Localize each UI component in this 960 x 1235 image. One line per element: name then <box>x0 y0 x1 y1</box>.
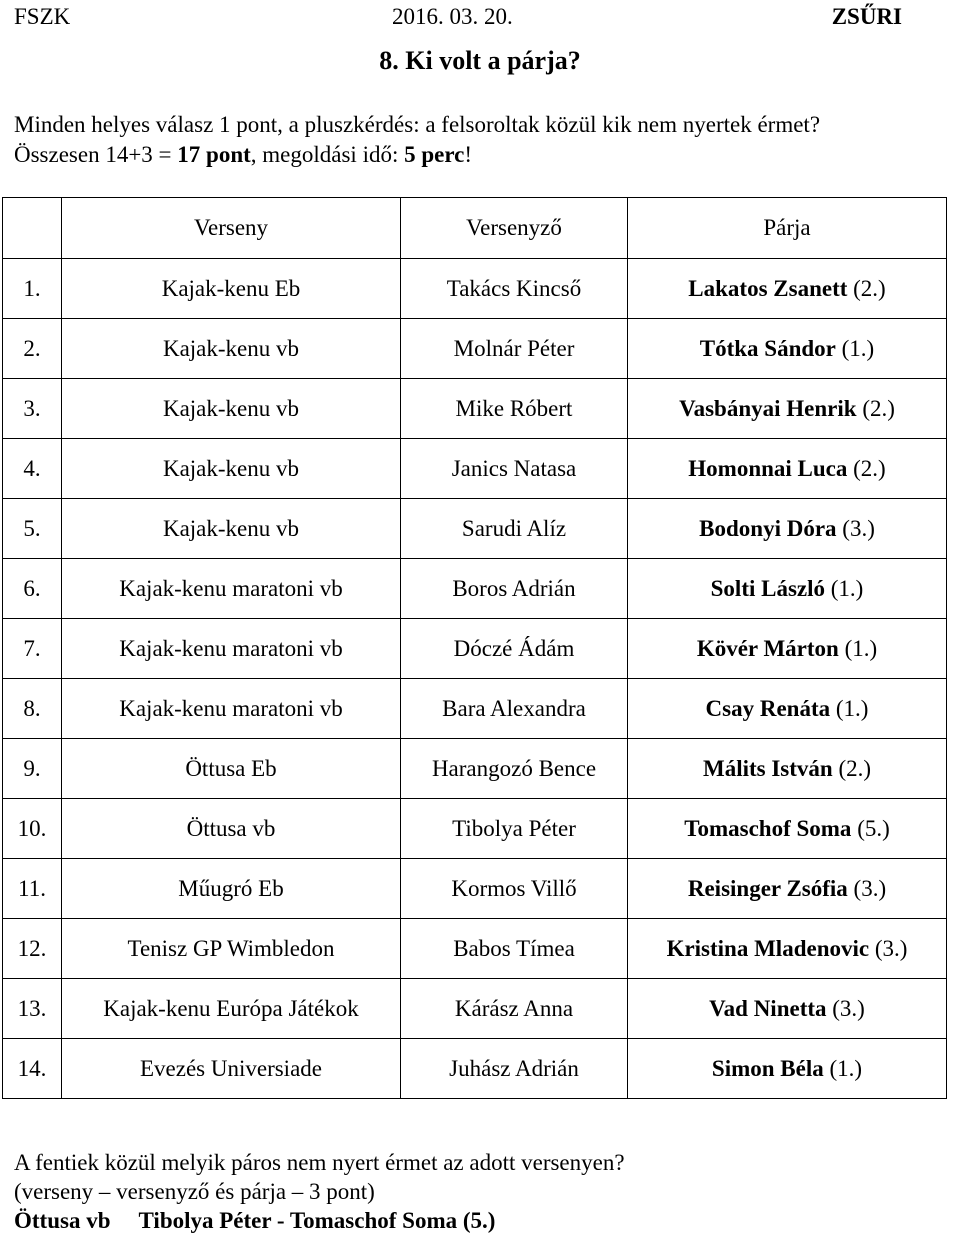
table-row <box>3 499 947 559</box>
partner-name: Málits István <box>702 755 833 781</box>
page-header <box>14 4 902 32</box>
row-athlete: Harangozó Bence <box>401 739 628 799</box>
header-partner: Párja <box>628 198 947 259</box>
row-partner <box>628 559 947 619</box>
table-row <box>3 799 947 859</box>
row-competition: Kajak-kenu maratoni vb <box>62 619 401 679</box>
row-athlete: Takács Kincső <box>401 259 628 319</box>
row-number: 1. <box>3 259 62 319</box>
table-row <box>3 259 947 319</box>
row-athlete: Mike Róbert <box>401 379 628 439</box>
table-row <box>3 919 947 979</box>
partner-name: Tótka Sándor <box>699 335 836 361</box>
row-athlete: Bara Alexandra <box>401 679 628 739</box>
row-number: 5. <box>3 499 62 559</box>
row-partner <box>628 979 947 1039</box>
partner-name: Bodonyi Dóra <box>699 515 837 541</box>
row-number: 2. <box>3 319 62 379</box>
time-limit: 5 perc <box>404 142 465 167</box>
partner-name: Solti László <box>710 575 826 601</box>
page-title: 8. Ki volt a párja? <box>379 46 581 75</box>
instructions <box>14 110 954 170</box>
partner-name: Kristina Mladenovic <box>666 935 870 961</box>
row-athlete: Molnár Péter <box>401 319 628 379</box>
table-row <box>3 679 947 739</box>
row-competition: Öttusa vb <box>62 799 401 859</box>
partner-place: (5.) <box>857 815 890 841</box>
instructions-line-1: Minden helyes válasz 1 pont, a pluszkérdés: a felsoroltak közül kik nem nyertek érmet? <box>14 112 821 137</box>
row-athlete: Tibolya Péter <box>401 799 628 859</box>
row-competition: Kajak-kenu vb <box>62 439 401 499</box>
partner-place: (3.) <box>842 515 875 541</box>
row-partner <box>628 859 947 919</box>
row-athlete: Kárász Anna <box>401 979 628 1039</box>
row-number: 10. <box>3 799 62 859</box>
partner-place: (3.) <box>832 995 865 1021</box>
row-number: 8. <box>3 679 62 739</box>
row-athlete: Juhász Adrián <box>401 1039 628 1099</box>
table-row <box>3 739 947 799</box>
row-partner <box>628 259 947 319</box>
row-number: 3. <box>3 379 62 439</box>
row-athlete: Sarudi Alíz <box>401 499 628 559</box>
row-competition: Kajak-kenu maratoni vb <box>62 679 401 739</box>
row-competition: Evezés Universiade <box>62 1039 401 1099</box>
row-number: 14. <box>3 1039 62 1099</box>
instructions-line-2 <box>14 140 954 170</box>
partner-name: Lakatos Zsanett <box>688 275 848 301</box>
row-athlete: Kormos Villő <box>401 859 628 919</box>
row-partner <box>628 799 947 859</box>
total-prefix: Összesen 14+3 = <box>14 142 178 167</box>
row-number: 13. <box>3 979 62 1039</box>
partner-place: (3.) <box>853 875 887 901</box>
partner-place: (1.) <box>835 695 869 721</box>
partner-place: (2.) <box>838 755 872 781</box>
row-athlete: Babos Tímea <box>401 919 628 979</box>
row-competition: Tenisz GP Wimbledon <box>62 919 401 979</box>
row-partner <box>628 499 947 559</box>
table-row <box>3 859 947 919</box>
row-number: 4. <box>3 439 62 499</box>
table-row <box>3 439 947 499</box>
header-competition: Verseny <box>62 198 401 259</box>
table-row <box>3 619 947 679</box>
header-date: 2016. 03. 20. <box>392 4 513 29</box>
row-partner <box>628 919 947 979</box>
partner-place: (2.) <box>853 455 886 481</box>
row-athlete: Janics Natasa <box>401 439 628 499</box>
table-row <box>3 319 947 379</box>
row-partner <box>628 319 947 379</box>
row-partner <box>628 739 947 799</box>
partner-place: (1.) <box>829 1055 863 1081</box>
answer-competition: Öttusa vb <box>14 1208 111 1233</box>
row-competition: Műugró Eb <box>62 859 401 919</box>
row-number: 12. <box>3 919 62 979</box>
row-competition: Kajak-kenu Európa Játékok <box>62 979 401 1039</box>
table-row <box>3 379 947 439</box>
partner-name: Kövér Márton <box>696 635 839 661</box>
header-athlete: Versenyző <box>401 198 628 259</box>
bonus-answer <box>14 1206 954 1235</box>
partner-name: Homonnai Luca <box>688 455 848 481</box>
partner-place: (1.) <box>844 635 878 661</box>
time-prefix: , megoldási idő: <box>250 142 405 167</box>
row-competition: Kajak-kenu vb <box>62 499 401 559</box>
partner-name: Csay Renáta <box>705 695 831 721</box>
header-organization: FSZK <box>14 4 71 29</box>
partner-place: (1.) <box>841 335 875 361</box>
header-role: ZSŰRI <box>831 4 902 29</box>
row-competition: Kajak-kenu Eb <box>62 259 401 319</box>
row-number: 9. <box>3 739 62 799</box>
answer-pair: Tibolya Péter - Tomaschof Soma (5.) <box>138 1208 496 1233</box>
row-partner <box>628 1039 947 1099</box>
row-competition: Kajak-kenu vb <box>62 319 401 379</box>
row-competition: Kajak-kenu maratoni vb <box>62 559 401 619</box>
instructions-suffix: ! <box>464 142 473 167</box>
partner-name: Tomaschof Soma <box>684 815 852 841</box>
row-partner <box>628 679 947 739</box>
partner-place: (2.) <box>853 275 886 301</box>
partner-place: (1.) <box>830 575 864 601</box>
header-number <box>3 198 62 259</box>
bonus-question <box>14 1148 954 1235</box>
row-number: 7. <box>3 619 62 679</box>
bonus-scoring: (verseny – versenyző és párja – 3 pont) <box>14 1179 375 1204</box>
bonus-question-text: A fentiek közül melyik páros nem nyert érmet az adott versenyen? <box>14 1150 625 1175</box>
total-points: 17 pont <box>177 142 251 167</box>
row-competition: Öttusa Eb <box>62 739 401 799</box>
row-athlete: Boros Adrián <box>401 559 628 619</box>
row-partner <box>628 439 947 499</box>
table-row <box>3 559 947 619</box>
partner-place: (3.) <box>874 935 908 961</box>
table-row <box>3 1039 947 1099</box>
row-number: 6. <box>3 559 62 619</box>
partner-place: (2.) <box>862 395 895 421</box>
partner-name: Simon Béla <box>711 1055 824 1081</box>
partner-name: Vad Ninetta <box>709 995 827 1021</box>
table-header-row <box>3 198 947 259</box>
partner-name: Vasbányai Henrik <box>679 395 857 421</box>
row-athlete: Dóczé Ádám <box>401 619 628 679</box>
row-number: 11. <box>3 859 62 919</box>
row-partner <box>628 379 947 439</box>
quiz-table <box>2 197 947 1099</box>
row-competition: Kajak-kenu vb <box>62 379 401 439</box>
row-partner <box>628 619 947 679</box>
table-row <box>3 979 947 1039</box>
partner-name: Reisinger Zsófia <box>687 875 848 901</box>
